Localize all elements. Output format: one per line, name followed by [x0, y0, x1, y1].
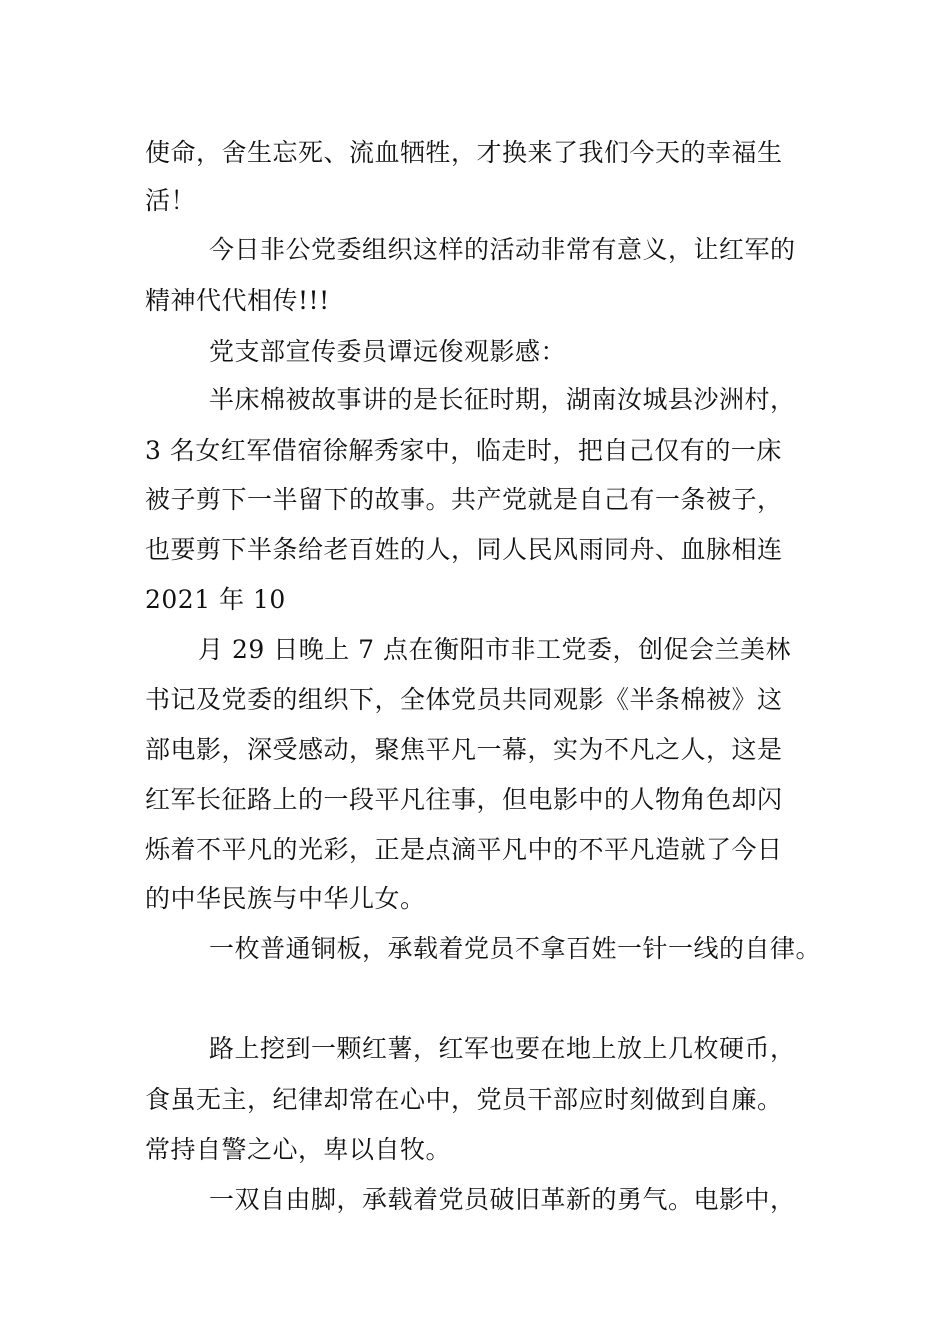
section-heading: 党支部宣传委员谭远俊观影感： — [209, 337, 567, 366]
text-line: 烁着不平凡的光彩，正是点滴平凡中的不平凡造就了今日 — [145, 835, 783, 864]
text-line: 的中华民族与中华儿女。 — [145, 884, 426, 913]
text-line: 也要剪下半条给老百姓的人，同人民风雨同舟、血脉相连 — [145, 535, 783, 564]
text-line: 2021 年 10 — [145, 585, 286, 614]
text-line: 活！ — [145, 186, 197, 215]
text-line: 部电影，深受感动，聚焦平凡一幕，实为不凡之人，这是 — [145, 735, 783, 764]
paragraph-first-line: 月 29 日晚上 7 点在衡阳市非工党委，创促会兰美林 — [198, 635, 792, 664]
paragraph-first-line: 一枚普通铜板，承载着党员不拿百姓一针一线的自律。 — [209, 934, 822, 963]
text-line: 食虽无主，纪律却常在心中，党员干部应时刻做到自廉。 — [145, 1085, 783, 1114]
paragraph-first-line: 路上挖到一颗红薯，红军也要在地上放上几枚硬币， — [209, 1034, 796, 1063]
text-line: 3 名女红军借宿徐解秀家中，临走时，把自己仅有的一床 — [145, 436, 782, 465]
text-line: 精神代代相传!!! — [145, 286, 330, 315]
text-line: 使命，舍生忘死、流血牺牲，才换来了我们今天的幸福生 — [145, 138, 783, 167]
text-line: 红军长征路上的一段平凡往事，但电影中的人物角色却闪 — [145, 785, 783, 814]
text-line: 被子剪下一半留下的故事。共产党就是自己有一条被子， — [145, 485, 783, 514]
text-line: 书记及党委的组织下，全体党员共同观影《半条棉被》这 — [145, 685, 783, 714]
paragraph-first-line: 一双自由脚，承载着党员破旧革新的勇气。电影中， — [209, 1185, 796, 1214]
text-line: 常持自警之心，卑以自牧。 — [145, 1135, 452, 1164]
paragraph-first-line: 今日非公党委组织这样的活动非常有意义，让红军的 — [209, 235, 796, 264]
paragraph-first-line: 半床棉被故事讲的是长征时期，湖南汝城县沙洲村， — [209, 385, 796, 414]
